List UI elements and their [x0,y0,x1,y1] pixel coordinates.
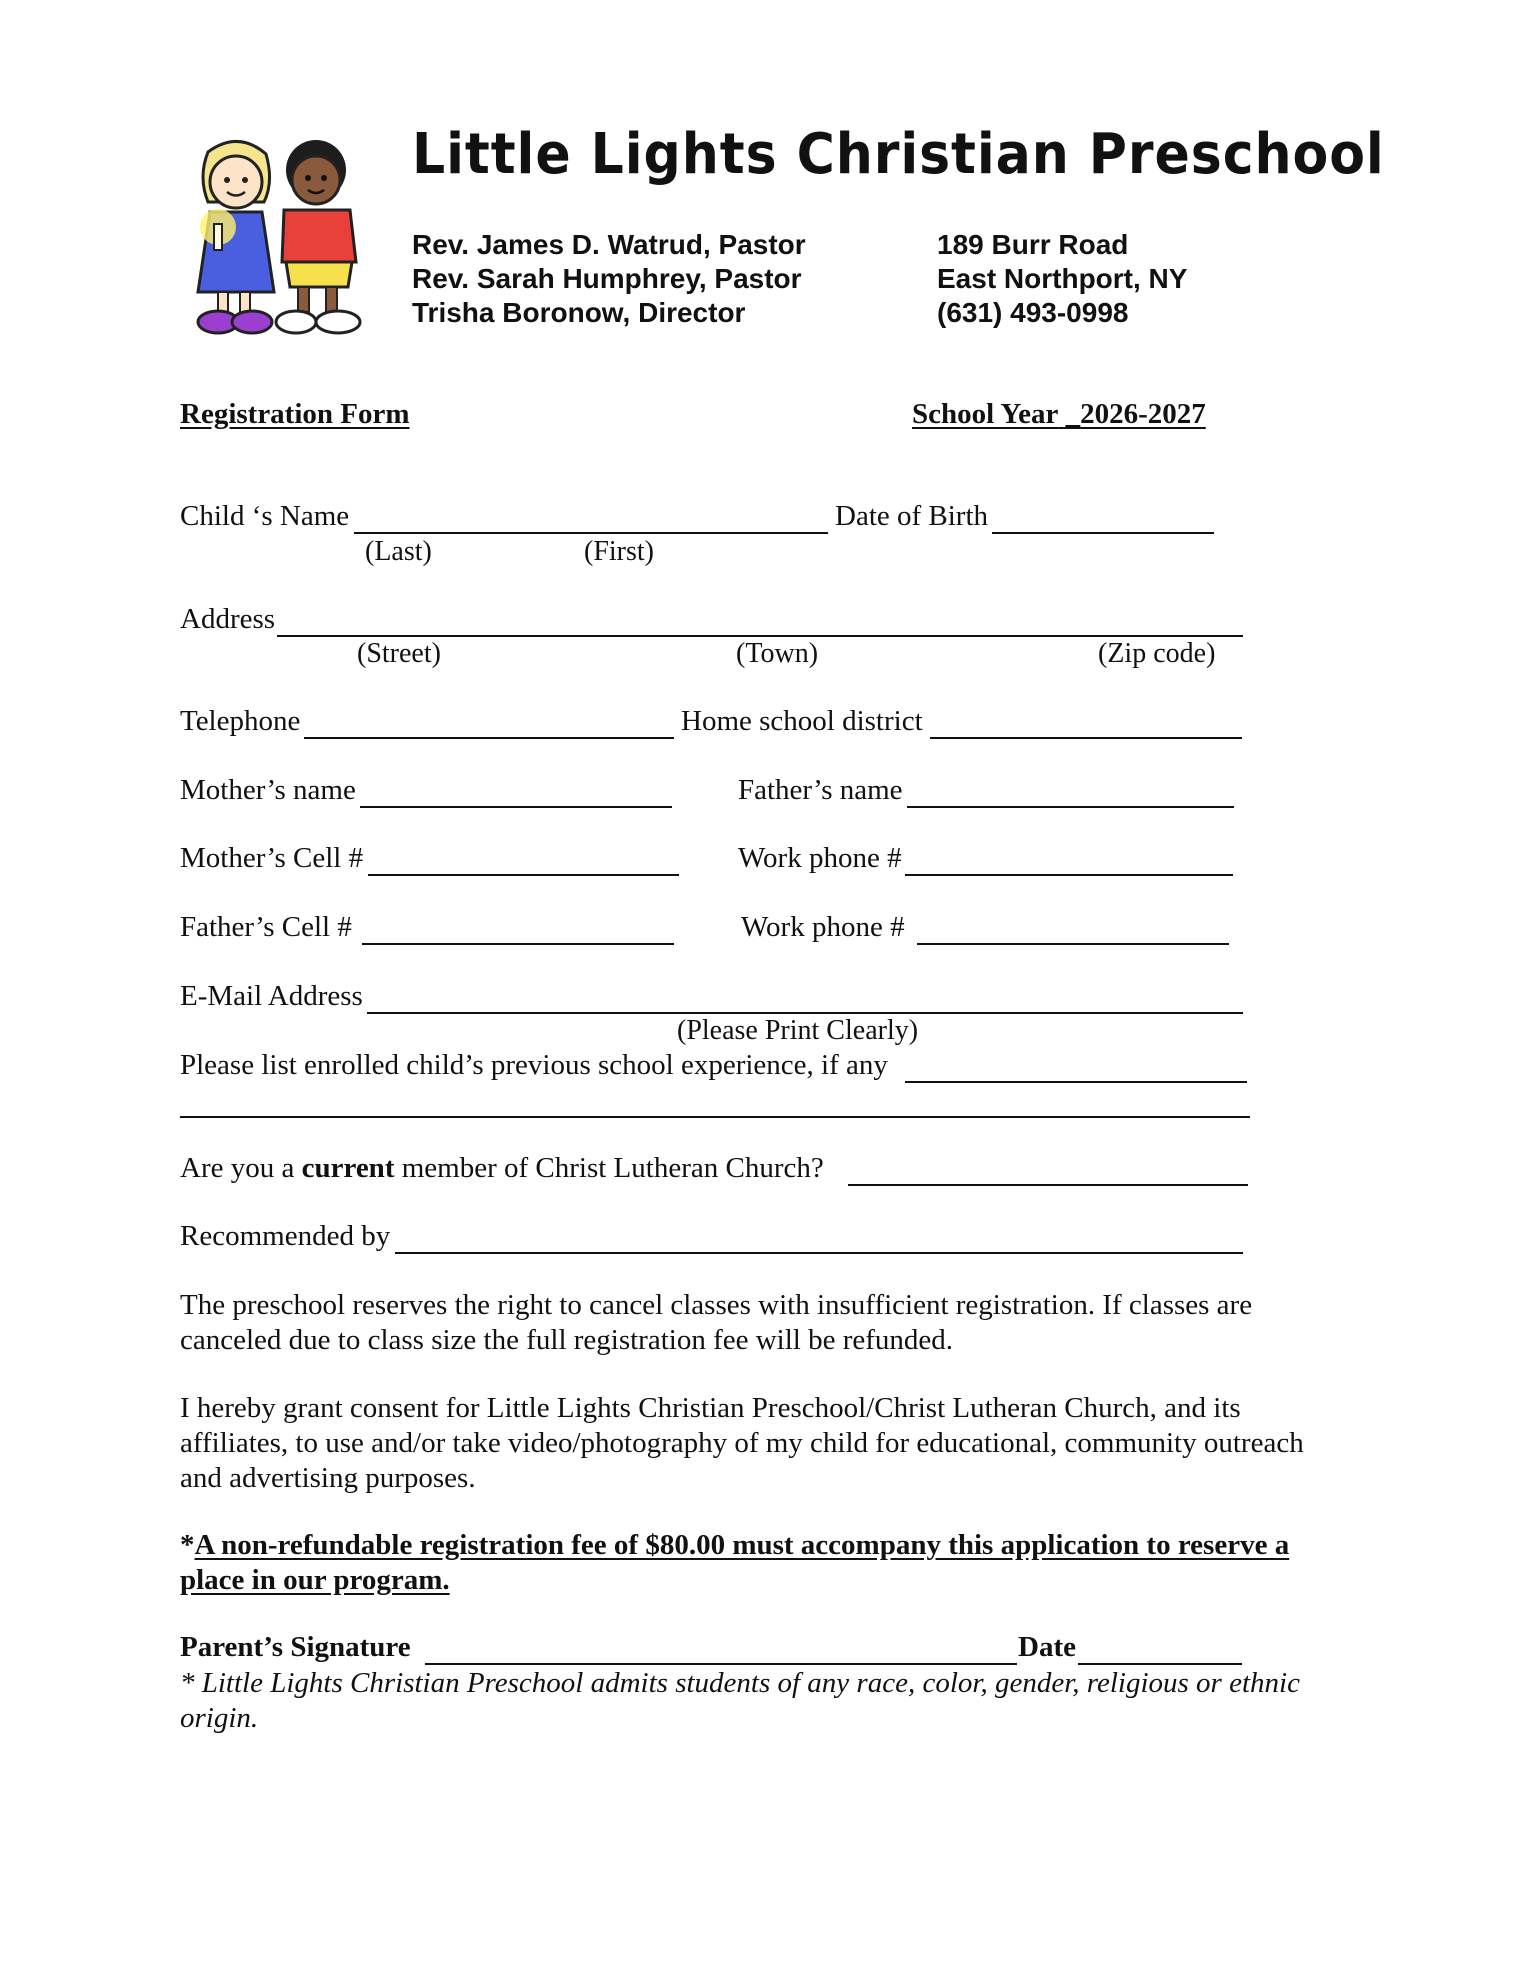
town-hint: (Town) [736,638,819,669]
school-name: Little Lights Christian Preschool [412,122,1385,187]
child-name-label: Child ‘s Name [180,500,350,532]
member-answer-field[interactable] [848,1184,1248,1186]
first-name-hint: (First) [584,536,654,567]
member-question [180,1152,824,1185]
dob-label: Date of Birth [835,500,989,532]
staff-pastor-1: Rev. James D. Watrud, Pastor [412,229,806,260]
mother-work-field[interactable] [905,874,1233,876]
contact-street: 189 Burr Road [937,229,1129,260]
signature-field[interactable] [425,1663,1017,1665]
cancel-policy-text: The preschool reserves the right to cancel classes with insufficient registration. If classes are canceled due to class size the full registration fee will be refunded. [180,1289,1253,1356]
fee-text: A non-refundable registration fee of $80.00 must accompany this application to reserve a place in our program. [180,1529,1290,1596]
staff-list [412,228,806,330]
previous-school-label: Please list enrolled child’s previous school experience, if any [180,1049,888,1081]
member-question-bold: current [301,1152,395,1184]
school-year-label: School Year [912,398,1059,430]
contact-city: East Northport, NY [937,263,1188,294]
father-cell-field[interactable] [362,943,674,945]
member-question-pre: Are you a [180,1152,302,1184]
street-hint: (Street) [357,638,441,669]
staff-director: Trisha Boronow, Director [412,297,746,328]
recommended-field[interactable] [395,1252,1243,1254]
father-cell-label: Father’s Cell # [180,911,352,943]
father-name-label: Father’s name [738,774,903,806]
zip-hint: (Zip code) [1098,638,1216,669]
contact-phone: (631) 493-0998 [937,297,1129,328]
district-field[interactable] [930,737,1242,739]
mother-work-label: Work phone # [738,842,902,874]
mother-name-field[interactable] [360,806,672,808]
recommended-label: Recommended by [180,1220,391,1252]
nondiscrimination-note: * Little Lights Christian Preschool admits students of any race, color, gender, religious or ethnic origin. [180,1667,1300,1734]
contact-info [937,228,1187,330]
fee-star: * [180,1529,195,1561]
date-label: Date [1018,1631,1076,1663]
signature-label: Parent’s Signature [180,1631,411,1663]
father-work-field[interactable] [917,943,1229,945]
previous-school-field-2[interactable] [180,1116,1250,1118]
school-logo [178,132,388,347]
email-label: E-Mail Address [180,980,363,1012]
email-field[interactable] [367,1012,1243,1014]
mother-name-label: Mother’s name [180,774,356,806]
child-name-field[interactable] [354,532,828,534]
telephone-label: Telephone [180,705,301,737]
form-title: Registration Form [180,398,410,430]
dob-field[interactable] [992,532,1214,534]
staff-pastor-2: Rev. Sarah Humphrey, Pastor [412,263,802,294]
mother-cell-label: Mother’s Cell # [180,842,364,874]
school-year-value: 2026-2027 [1080,398,1206,430]
consent-text: I hereby grant consent for Little Lights Christian Preschool/Christ Lutheran Church, and its affiliates, to use and/or take video/photography of my child for educational, community outreach and advertising purposes. [180,1392,1304,1494]
previous-school-field[interactable] [905,1081,1247,1083]
fee-notice [180,1528,1345,1598]
district-label: Home school district [681,705,923,737]
address-field[interactable] [277,635,1243,637]
date-field[interactable] [1078,1663,1242,1665]
father-work-label: Work phone # [741,911,905,943]
school-year: School Year _2026-2027 [912,398,1206,430]
address-label: Address [180,603,276,635]
member-question-post: member of Christ Lutheran Church? [394,1152,824,1184]
two-children-candle-logo-icon [178,132,388,347]
print-clearly-hint: (Please Print Clearly) [677,1015,919,1046]
father-name-field[interactable] [907,806,1234,808]
mother-cell-field[interactable] [368,874,679,876]
telephone-field[interactable] [304,737,674,739]
last-name-hint: (Last) [365,536,432,567]
